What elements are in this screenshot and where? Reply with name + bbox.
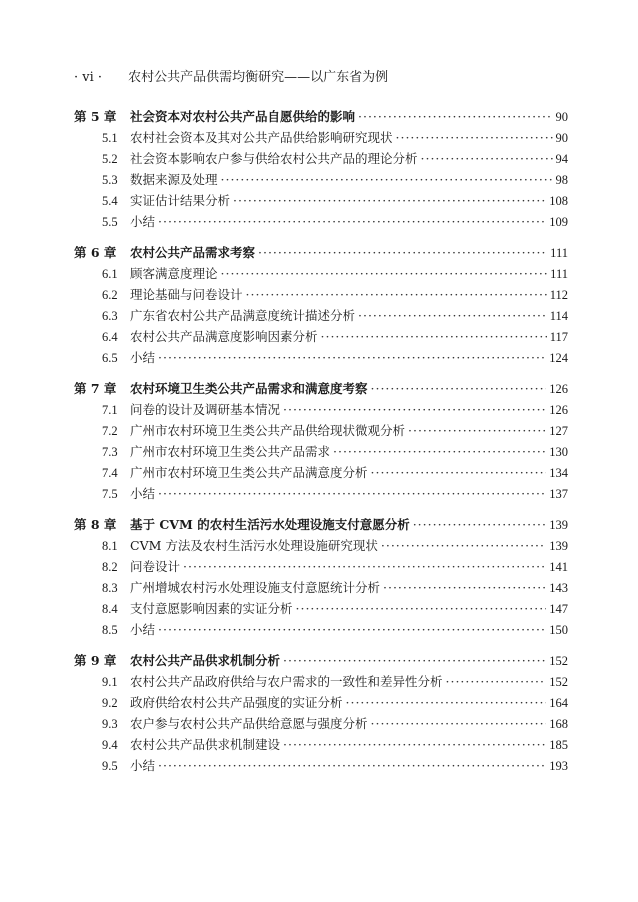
section-number: 9.1 [102, 675, 118, 689]
section-page-number: 139 [549, 539, 568, 553]
dot-leader [381, 535, 546, 556]
section-page-number: 117 [549, 330, 568, 344]
section-page-number: 185 [549, 738, 568, 752]
dot-leader [296, 598, 547, 619]
dot-leader [221, 263, 548, 284]
toc-section-entry[interactable] [74, 347, 568, 368]
section-number: 6.1 [102, 267, 118, 281]
section-number: 6.3 [102, 309, 118, 323]
section-number: 8.1 [102, 539, 118, 553]
chapter-page-number: 139 [549, 518, 568, 532]
section-page-number: 168 [549, 717, 568, 731]
section-title: 问卷设计 [130, 559, 181, 574]
section-title: 小结 [130, 350, 156, 365]
section-title: 小结 [130, 486, 156, 501]
toc-section-entry[interactable] [74, 190, 568, 211]
chapter-title: 农村环境卫生类公共产品需求和满意度考察 [130, 381, 368, 396]
dot-leader [383, 577, 546, 598]
section-title: 广州增城农村污水处理设施支付意愿统计分析 [130, 580, 381, 595]
toc-section-entry[interactable] [74, 420, 568, 441]
section-title: 小结 [130, 622, 156, 637]
dot-leader [158, 619, 546, 640]
chapter-page-number: 152 [549, 654, 568, 668]
section-number: 5.4 [102, 194, 118, 208]
section-title: 农户参与农村公共产品供给意愿与强度分析 [130, 716, 368, 731]
toc-section-entry[interactable] [74, 169, 568, 190]
chapter-title: 基于 CVM 的农村生活污水处理设施支付意愿分析 [130, 517, 410, 532]
chapter-page-number: 111 [550, 246, 568, 260]
section-number: 9.4 [102, 738, 118, 752]
toc-section-entry[interactable] [74, 755, 568, 776]
section-number: 8.2 [102, 560, 118, 574]
section-number: 9.3 [102, 717, 118, 731]
toc-section-entry[interactable] [74, 577, 568, 598]
section-title: 社会资本影响农户参与供给农村公共产品的理论分析 [130, 151, 418, 166]
toc-section-entry[interactable] [74, 483, 568, 504]
section-page-number: 141 [549, 560, 568, 574]
chapter-number: 第 6 章 [74, 245, 117, 260]
running-title: 农村公共产品供需均衡研究——以广东省为例 [128, 70, 389, 85]
section-page-number: 109 [549, 215, 568, 229]
section-page-number: 134 [549, 466, 568, 480]
toc-section-entry[interactable] [74, 556, 568, 577]
dot-leader [183, 556, 546, 577]
section-page-number: 111 [550, 267, 568, 281]
section-title: 实证估计结果分析 [130, 193, 231, 208]
toc-section-entry[interactable] [74, 211, 568, 232]
section-page-number: 147 [549, 602, 568, 616]
dot-leader [333, 441, 546, 462]
toc-section-entry[interactable] [74, 441, 568, 462]
section-page-number: 114 [549, 309, 568, 323]
toc-section-entry[interactable] [74, 462, 568, 483]
section-title: 农村公共产品供求机制建设 [130, 737, 281, 752]
section-number: 5.2 [102, 152, 118, 166]
chapter-number: 第 7 章 [74, 381, 117, 396]
section-title: 数据来源及处理 [130, 172, 218, 187]
section-page-number: 124 [549, 351, 568, 365]
dot-leader [346, 692, 547, 713]
dot-leader [158, 211, 546, 232]
section-page-number: 127 [549, 424, 568, 438]
dot-leader [158, 347, 546, 368]
dot-leader [396, 127, 553, 148]
dot-leader [408, 420, 546, 441]
toc-section-entry[interactable] [74, 619, 568, 640]
dot-leader [421, 148, 553, 169]
section-title: 广州市农村环境卫生类公共产品需求 [130, 444, 331, 459]
dot-leader [283, 399, 546, 420]
section-title: 理论基础与问卷设计 [130, 287, 243, 302]
chapter-number: 第 8 章 [74, 517, 117, 532]
section-title: 广州市农村环境卫生类公共产品满意度分析 [130, 465, 368, 480]
toc-chapter-entry[interactable] [74, 514, 568, 535]
toc-chapter-entry[interactable] [74, 378, 568, 399]
toc-section-entry[interactable] [74, 671, 568, 692]
dot-leader [283, 650, 546, 671]
dot-leader [321, 326, 547, 347]
toc-section-entry[interactable] [74, 598, 568, 619]
dot-leader [358, 106, 552, 127]
toc-chapter-entry[interactable] [74, 650, 568, 671]
dot-leader [371, 462, 547, 483]
toc-section-entry[interactable] [74, 399, 568, 420]
dot-leader [413, 514, 547, 535]
section-page-number: 98 [555, 173, 568, 187]
chapter-title: 农村公共产品需求考察 [130, 245, 256, 260]
section-page-number: 130 [549, 445, 568, 459]
section-title: 广州市农村环境卫生类公共产品供给现状微观分析 [130, 423, 406, 438]
toc-section-entry[interactable] [74, 692, 568, 713]
section-number: 8.5 [102, 623, 118, 637]
dot-leader [246, 284, 547, 305]
section-number: 6.2 [102, 288, 118, 302]
dot-leader [283, 734, 546, 755]
section-page-number: 94 [555, 152, 568, 166]
chapter-title: 农村公共产品供求机制分析 [130, 653, 281, 668]
section-number: 5.3 [102, 173, 118, 187]
toc-section-entry[interactable] [74, 326, 568, 347]
toc-section-entry[interactable] [74, 284, 568, 305]
section-title: 小结 [130, 758, 156, 773]
section-title: 支付意愿影响因素的实证分析 [130, 601, 293, 616]
section-title: 小结 [130, 214, 156, 229]
toc-section-entry[interactable] [74, 305, 568, 326]
section-number: 8.3 [102, 581, 118, 595]
chapter-page-number: 126 [549, 382, 568, 396]
dot-leader [371, 713, 547, 734]
section-title: 政府供给农村公共产品强度的实证分析 [130, 695, 343, 710]
section-number: 7.3 [102, 445, 118, 459]
toc-section-entry[interactable] [74, 127, 568, 148]
section-page-number: 90 [555, 131, 568, 145]
toc-section-entry[interactable] [74, 535, 568, 556]
section-number: 5.5 [102, 215, 118, 229]
chapter-number: 第 5 章 [74, 109, 117, 124]
table-of-contents [74, 106, 568, 776]
toc-section-entry[interactable] [74, 263, 568, 284]
section-title: 农村公共产品满意度影响因素分析 [130, 329, 318, 344]
dot-leader [221, 169, 553, 190]
section-title: 农村社会资本及其对公共产品供给影响研究现状 [130, 130, 393, 145]
section-number: 7.2 [102, 424, 118, 438]
dot-leader [158, 755, 546, 776]
section-page-number: 126 [549, 403, 568, 417]
dot-leader [358, 305, 547, 326]
section-page-number: 143 [549, 581, 568, 595]
section-number: 5.1 [102, 131, 118, 145]
toc-section-entry[interactable] [74, 713, 568, 734]
chapter-title: 社会资本对农村公共产品自愿供给的影响 [130, 109, 356, 124]
toc-section-entry[interactable] [74, 734, 568, 755]
section-page-number: 137 [549, 487, 568, 501]
section-page-number: 193 [549, 759, 568, 773]
section-title: 问卷的设计及调研基本情况 [130, 402, 281, 417]
page-number-label: · vi · [74, 70, 103, 85]
section-number: 9.5 [102, 759, 118, 773]
section-page-number: 150 [549, 623, 568, 637]
section-number: 9.2 [102, 696, 118, 710]
section-title: 农村公共产品政府供给与农户需求的一致性和差异性分析 [130, 674, 443, 689]
section-number: 8.4 [102, 602, 118, 616]
dot-leader [258, 242, 547, 263]
section-page-number: 112 [549, 288, 568, 302]
chapter-page-number: 90 [555, 110, 568, 124]
section-page-number: 108 [549, 194, 568, 208]
section-number: 7.1 [102, 403, 118, 417]
dot-leader [233, 190, 546, 211]
section-title: CVM 方法及农村生活污水处理设施研究现状 [130, 538, 378, 553]
section-title: 广东省农村公共产品满意度统计描述分析 [130, 308, 356, 323]
section-number: 7.4 [102, 466, 118, 480]
section-number: 6.4 [102, 330, 118, 344]
section-title: 顾客满意度理论 [130, 266, 218, 281]
toc-chapter-entry[interactable] [74, 106, 568, 127]
dot-leader [446, 671, 547, 692]
chapter-number: 第 9 章 [74, 653, 117, 668]
section-number: 6.5 [102, 351, 118, 365]
dot-leader [158, 483, 546, 504]
section-page-number: 164 [549, 696, 568, 710]
dot-leader [371, 378, 547, 399]
toc-chapter-entry[interactable] [74, 242, 568, 263]
section-number: 7.5 [102, 487, 118, 501]
toc-section-entry[interactable] [74, 148, 568, 169]
running-header [74, 66, 388, 85]
section-page-number: 152 [549, 675, 568, 689]
